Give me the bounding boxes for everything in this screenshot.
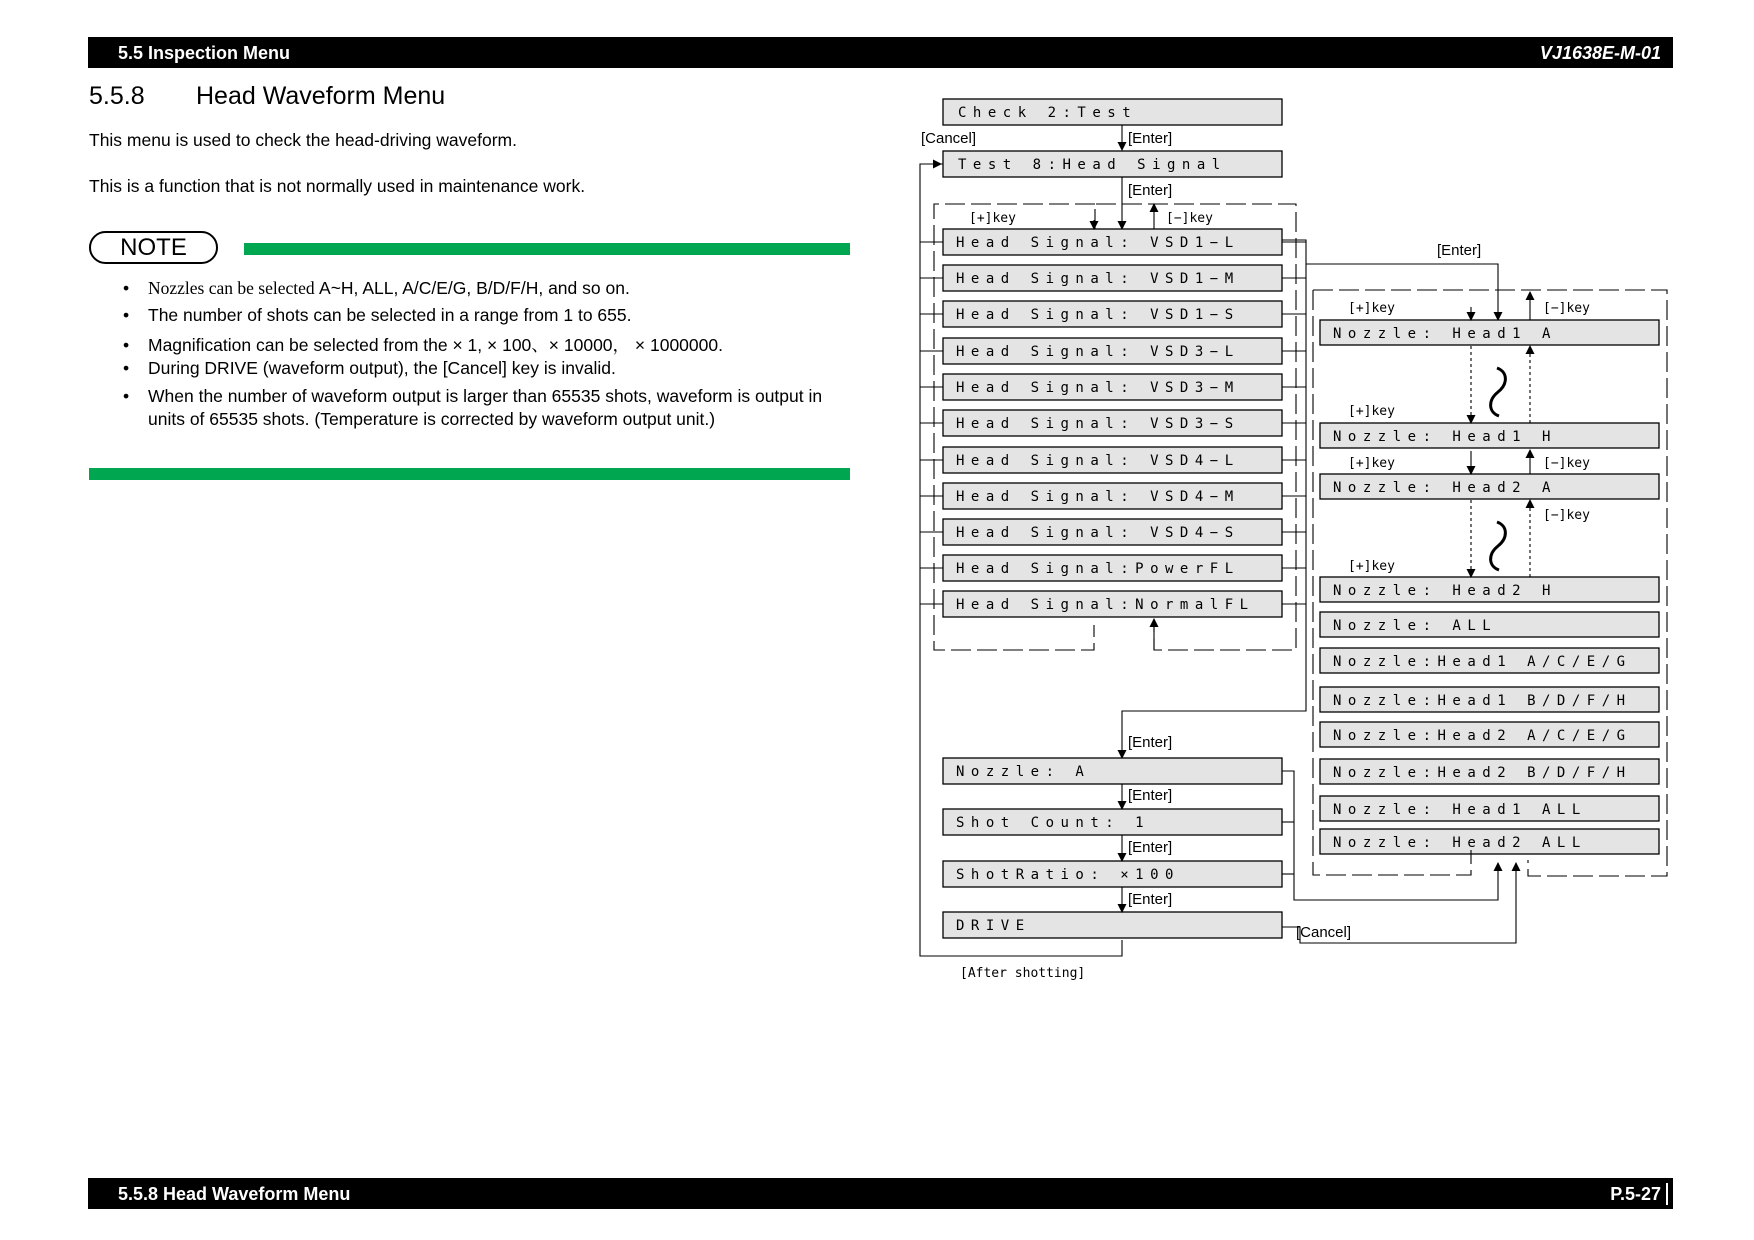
minus-key-label: [−]key [1166,211,1213,226]
head-signal-item [943,374,1282,400]
plus-key-label: [+]key [1348,559,1395,574]
head-signal-item [943,229,1282,255]
section-number: 5.5.8 [89,82,145,110]
intro-paragraph-1: This menu is used to check the head-driving waveform. [89,130,517,150]
enter-label: [Enter] [1128,182,1173,199]
head-signal-item [943,555,1282,581]
note-item-prefix: Nozzles can be selected [148,278,320,298]
head-signal-item-text: Head Signal: VSD3−S [956,416,1240,432]
nozzle-item-text: Nozzle:Head2 B/D/F/H [1333,765,1632,781]
enter-label: [Enter] [1128,734,1173,751]
nozzle-item [1320,423,1659,448]
plus-key-label: [+]key [1348,301,1395,316]
head-signal-list [920,229,1306,617]
note-item-text: During DRIVE (waveform output), the [Cancel] key is invalid. [148,358,616,378]
minus-key-label: [−]key [1543,301,1590,316]
cancel-label: [Cancel] [1296,924,1352,941]
nozzle-item-text: Nozzle: ALL [1333,618,1498,634]
enter-label: [Enter] [1128,787,1173,804]
cancel-label: [Cancel] [921,130,977,147]
nozzle-item [1320,474,1659,499]
nozzle-item-text: Nozzle:Head1 B/D/F/H [1333,693,1632,709]
header-doc-id: VJ1638E-M-01 [1539,43,1661,63]
nozzle-item-text: Nozzle: Head2 ALL [1333,835,1587,851]
drive-step-box [943,758,1282,784]
nozzle-item [1320,320,1659,345]
head-signal-item-text: Head Signal: VSD3−L [956,344,1240,360]
nozzle-item [1320,722,1659,747]
header-section: 5.5 Inspection Menu [118,43,291,63]
note-item-text: When the number of waveform output is larger than 65535 shots, waveform is output in units of 65535 shots. (Temperature is corrected by waveform output unit.) [148,386,823,429]
plus-key-label: [+]key [1348,404,1395,419]
nozzle-item [1320,796,1659,821]
nozzle-item-text: Nozzle: Head2 H [1333,583,1557,599]
head-signal-item-text: Head Signal: VSD3−M [956,380,1240,396]
intro-paragraph-2: This is a function that is not normally used in maintenance work. [89,176,586,196]
minus-key-label: [−]key [1543,508,1590,523]
head-signal-item [943,483,1282,509]
footer-section: 5.5.8 Head Waveform Menu [118,1184,351,1204]
drive-step-box [943,861,1282,887]
plus-key-label: [+]key [1348,456,1395,471]
nozzle-item-text: Nozzle: Head2 A [1333,480,1557,496]
nozzle-item-text: Nozzle: Head1 H [1333,429,1557,445]
after-shotting-label: [After shotting] [960,966,1086,981]
note-item-text: Magnification can be selected from the × 1, × 100、× 10000， × 1000000. [148,335,723,355]
drive-step-box-text: Shot Count: 1 [956,815,1151,831]
nozzle-item [1320,612,1659,637]
drive-step-box-text: Nozzle: A [956,764,1091,780]
note-badge: NOTE [89,231,218,264]
enter-label: [Enter] [1128,130,1173,147]
nozzle-item-text: Nozzle: Head1 ALL [1333,802,1587,818]
plus-key-label: [+]key [969,211,1016,226]
nozzle-item-text: Nozzle:Head1 A/C/E/G [1333,654,1632,670]
footer-page-number: P.5-27 [1610,1184,1661,1204]
head-signal-item-text: Head Signal: VSD4−L [956,453,1240,469]
enter-label: [Enter] [1128,839,1173,856]
minus-key-label: [−]key [1543,456,1590,471]
head-signal-item [943,338,1282,364]
drive-step-box-text: DRIVE [956,918,1031,934]
drive-step-box [943,809,1282,835]
nozzle-item [1320,829,1659,854]
head-signal-item [943,591,1282,617]
enter-label: [Enter] [1128,891,1173,908]
test-head-signal-text: Test 8:Head Signal [958,157,1227,173]
head-signal-item [943,265,1282,291]
head-signal-item-text: Head Signal:PowerFL [956,561,1240,577]
nozzle-item-text: Nozzle: Head1 A [1333,326,1557,342]
enter-label: [Enter] [1437,242,1482,259]
test-head-signal-box [943,151,1282,177]
note-item-text: A~H, ALL, A/C/E/G, B/D/F/H, and so on. [319,278,630,298]
head-signal-item-text: Head Signal: VSD4−S [956,525,1240,541]
head-signal-item-text: Head Signal: VSD1−M [956,271,1240,287]
head-signal-item [943,301,1282,327]
nozzle-item-text: Nozzle:Head2 A/C/E/G [1333,728,1632,744]
check-test-text: Check 2:Test [958,105,1138,121]
head-signal-item-text: Head Signal:NormalFL [956,597,1255,613]
nozzle-item [1320,759,1659,784]
head-signal-item [943,447,1282,473]
nozzle-list [1320,320,1659,854]
nozzle-item [1320,577,1659,602]
check-test-box [943,99,1282,125]
drive-step-box [943,912,1282,938]
drive-step-box-text: ShotRatio: ×100 [956,867,1180,883]
head-signal-item [943,410,1282,436]
head-signal-item-text: Head Signal: VSD1−S [956,307,1240,323]
drive-chain [943,758,1282,938]
head-signal-item-text: Head Signal: VSD4−M [956,489,1240,505]
head-signal-item-text: Head Signal: VSD1−L [956,235,1240,251]
note-item-text: The number of shots can be selected in a range from 1 to 655. [148,305,632,325]
nozzle-item [1320,648,1659,673]
footer-separator [1666,1183,1668,1205]
head-signal-item [943,519,1282,545]
nozzle-item [1320,687,1659,712]
section-title: Head Waveform Menu [196,82,446,110]
footer-bar [88,1178,1673,1209]
